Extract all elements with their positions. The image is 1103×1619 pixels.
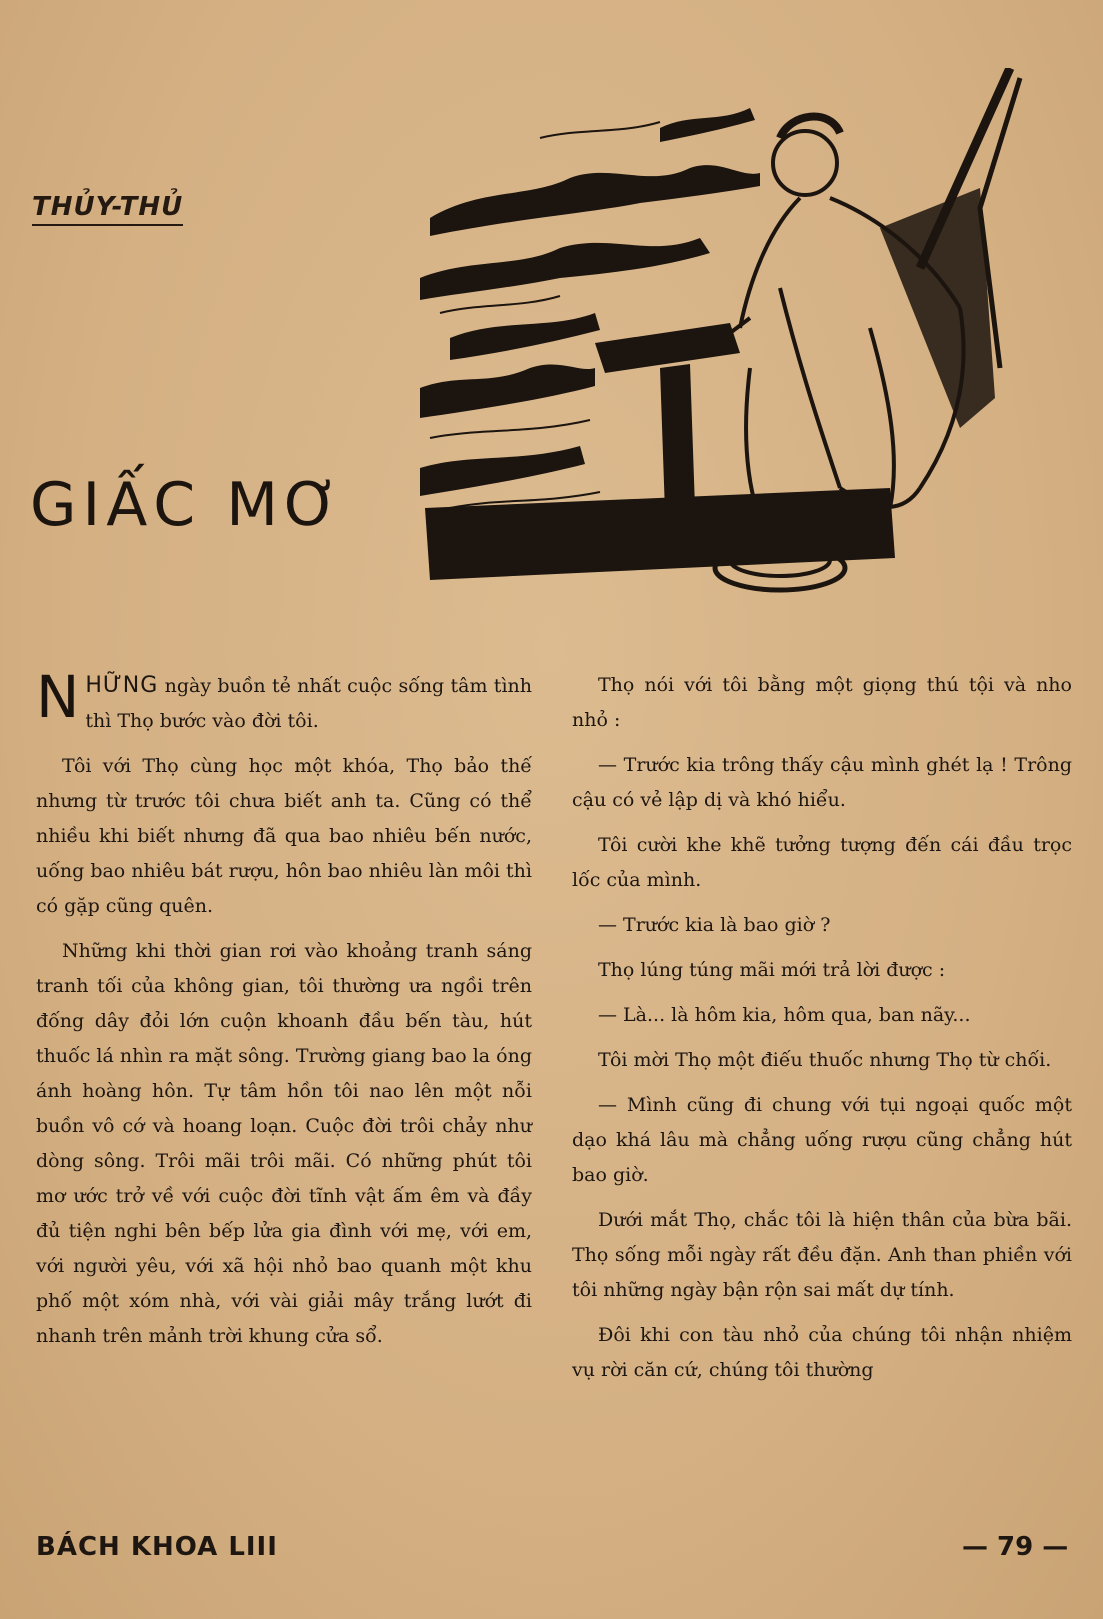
article-title: GIẤC MƠ bbox=[30, 470, 345, 540]
magazine-name: BÁCH KHOA LIII bbox=[36, 1532, 278, 1562]
paragraph-text: Tôi cười khe khẽ tưởng tượng đến cái đầu trọc lốc của mình. bbox=[572, 834, 1072, 891]
dialogue-line: — Trước kia là bao giờ ? bbox=[598, 914, 831, 936]
opening-word: HỮNG bbox=[85, 673, 159, 698]
dialogue-line: — Là... là hôm kia, hôm qua, ban nãy... bbox=[598, 1004, 971, 1026]
paragraph-text: Đôi khi con tàu nhỏ của chúng tôi nhận nhiệm vụ rời căn cứ, chúng tôi thường bbox=[572, 1324, 1072, 1381]
page-number: — 79 — bbox=[962, 1532, 1069, 1562]
paragraph-text: ngày buồn tẻ nhất cuộc sống tâm tình thì Thọ bước vào đời tôi. bbox=[85, 675, 532, 732]
paragraph-text: Thọ nói với tôi bằng một giọng thú tội và nho nhỏ : bbox=[572, 674, 1072, 731]
paragraph-text: Những khi thời gian rơi vào khoảng tranh sáng tranh tối của không gian, tôi thường ưa ngồi trên đống dây đỏi lớn cuộn khoanh đầu bến tàu, hút thuốc lá nhìn ra mặt sông. Trường giang bao la óng ánh hoàng hôn. Tự tâm hồn tôi nao lên một nỗi buồn vô cớ và hoang loạn. Cuộc đời trôi chảy như dòng sông. Trôi mãi trôi mãi. Có những phút tôi mơ ước trở về với cuộc đời tĩnh vật ấm êm và đầy đủ tiện nghi bên bếp lửa gia đình với mẹ, với em, với người yêu, với xã hội nhỏ bao quanh một khu phố một xóm nhà, với vài giải mây trắng lướt đi nhanh trên mảnh trời khung cửa sổ. bbox=[36, 940, 532, 1347]
paragraph-text: Tôi với Thọ cùng học một khóa, Thọ bảo thế nhưng từ trước tôi chưa biết anh ta. Cũng có thể nhiều khi biết nhưng đã qua bao nhiêu bến nước, uống bao nhiêu bát rượu, hôn bao nhiêu làn môi thì có gặp cũng quên. bbox=[36, 755, 532, 917]
paragraph-text: Thọ lúng túng mãi mới trả lời được : bbox=[598, 959, 946, 981]
dialogue-line: — Mình cũng đi chung với tụi ngoại quốc một dạo khá lâu mà chẳng uống rượu cũng chẳng hút bao giờ. bbox=[572, 1094, 1072, 1186]
paragraph-text: Dưới mắt Thọ, chắc tôi là hiện thân của bừa bãi. Thọ sống mỗi ngày rất đều đặn. Anh than phiền với tôi những ngày bận rộn sai mất dự tính. bbox=[572, 1209, 1072, 1301]
dialogue-line: — Trước kia trông thấy cậu mình ghét lạ ! Trông cậu có vẻ lập dị và khó hiểu. bbox=[572, 754, 1072, 811]
dropcap-letter: N bbox=[36, 663, 80, 731]
opening-paragraph bbox=[36, 663, 532, 739]
paragraph-text: Tôi mời Thọ một điếu thuốc nhưng Thọ từ chối. bbox=[598, 1049, 1052, 1071]
right-column bbox=[572, 668, 1072, 1398]
left-column bbox=[36, 663, 532, 1364]
sailor-on-ship-illustration-icon bbox=[420, 68, 1060, 640]
author-name: THỦY-THỦ bbox=[32, 192, 183, 226]
